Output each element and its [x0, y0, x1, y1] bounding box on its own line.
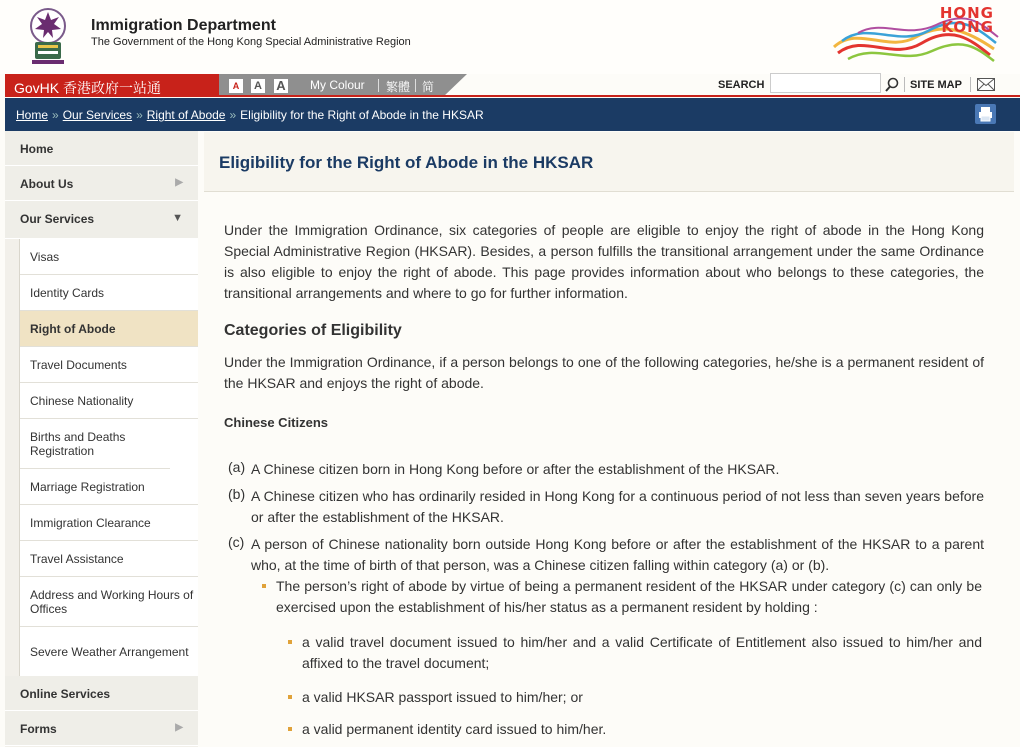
subnav-item-label: Travel Documents [30, 357, 127, 372]
site-map-link[interactable]: SITE MAP [910, 79, 962, 91]
nav-item-label: Forms [20, 722, 57, 736]
subnav-item-immigration-clearance[interactable] [20, 505, 198, 541]
subnav-item-label: Visas [30, 249, 60, 264]
subnav-item-label: Right of Abode [30, 321, 116, 336]
chevron-right-icon: ▶ [175, 722, 183, 733]
subnav-item-label: Marriage Registration [30, 479, 145, 494]
breadcrumb-our-services[interactable]: Our Services [62, 108, 133, 122]
toolbar-divider [415, 79, 416, 92]
font-size-large-button[interactable]: A [274, 79, 288, 93]
breadcrumb-home[interactable]: Home [16, 108, 49, 122]
list-item-marker: (c) [228, 534, 245, 550]
chinese-citizens-heading: Chinese Citizens [224, 415, 329, 430]
list-item-text: A Chinese citizen who has ordinarily resided in Hong Kong for a continuous period of not less than seven years before or after the establishment of the HKSAR. [251, 488, 984, 525]
subnav-item-travel-assistance[interactable] [20, 541, 198, 577]
department-subtitle: The Government of the Hong Kong Special Administrative Region [91, 36, 411, 48]
list-item-text: A Chinese citizen born in Hong Kong before or after the establishment of the HKSAR. [251, 461, 780, 477]
toolbar-divider [904, 77, 905, 92]
search-input[interactable] [770, 73, 881, 93]
nav-item-about-us[interactable] [5, 166, 198, 201]
font-size-small-button[interactable]: A [229, 79, 243, 93]
subnav-item-label: Address and Working Hours of Offices [30, 587, 194, 616]
hksar-emblem-icon[interactable] [26, 4, 70, 66]
bullet-icon [288, 727, 292, 731]
subnav-item-label: Identity Cards [30, 285, 105, 300]
sub-bullet-item: a valid HKSAR passport issued to him/her; or [302, 689, 583, 705]
print-button[interactable] [975, 104, 996, 124]
header-rule [219, 95, 1020, 97]
bullet-icon [288, 640, 292, 644]
printer-icon [975, 104, 996, 124]
breadcrumb-separator: » [229, 108, 237, 122]
subnav-item-marriage-registration[interactable] [20, 469, 198, 505]
toolbar-divider [378, 79, 379, 92]
search-icon[interactable] [883, 76, 901, 94]
nav-item-label: Online Services [20, 687, 111, 701]
subnav-item-address-working-hours[interactable] [20, 577, 198, 627]
subnav-item-identity-cards[interactable] [20, 275, 198, 311]
intro-paragraph: Under the Immigration Ordinance, six categories of people are eligible to enjoy the right of abode in the Hong Kong Special Administrative Region (HKSAR). Besides, a person fulfills the transitional arrangement under the same Ordinance is also eligible to enjoy the right of abode. This page provides information about who belongs to these categories, the transitional arrangements and where to go for further information. [224, 222, 984, 301]
subnav-item-severe-weather[interactable] [20, 627, 198, 677]
breadcrumb [16, 108, 484, 122]
breadcrumb-separator: » [52, 108, 59, 122]
email-icon[interactable] [977, 78, 995, 91]
subnav-item-visas[interactable] [20, 239, 198, 275]
categories-heading: Categories of Eligibility [224, 322, 402, 339]
bullet-icon [288, 695, 292, 699]
subnav-item-label: Chinese Nationality [30, 393, 134, 408]
sidebar-nav [5, 131, 198, 747]
list-item-marker: (a) [228, 459, 246, 475]
subnav-item-chinese-nationality[interactable] [20, 383, 198, 419]
chevron-down-icon: ▼ [172, 212, 183, 224]
nav-item-online-services[interactable] [5, 676, 198, 711]
subnav-item-births-deaths[interactable] [20, 419, 170, 469]
subnav-item-travel-documents[interactable] [20, 347, 198, 383]
nav-item-label: Our Services [20, 212, 95, 226]
nav-item-home[interactable] [5, 131, 198, 166]
breadcrumb-right-of-abode[interactable]: Right of Abode [146, 108, 226, 122]
brand-logo-line2: KONG [941, 18, 994, 36]
categories-intro-paragraph: Under the Immigration Ordinance, if a person belongs to one of the following categories, he/she is a permanent resident of the HKSAR and enjoys the right of abode. [224, 354, 984, 391]
category-c-note: The person’s right of abode by virtue of being a permanent resident of the HKSAR under category (c) can only be exercised upon the establishment of his/her status as a permanent resident by holding : [276, 578, 982, 615]
subnav-item-label: Immigration Clearance [30, 515, 151, 530]
list-item-text: A person of Chinese nationality born outside Hong Kong before or after the establishment of the HKSAR to a parent who, at the time of birth of that person, was a Chinese citizen falling within category (a) or (b). [251, 536, 984, 573]
page-title-box [204, 132, 1014, 192]
traditional-chinese-link[interactable]: 繁體 [386, 80, 411, 94]
chevron-right-icon: ▶ [175, 177, 183, 188]
nav-item-label: About Us [20, 177, 74, 191]
nav-item-forms[interactable] [5, 711, 198, 746]
bullet-icon [262, 584, 266, 588]
breadcrumb-bar [5, 98, 1020, 131]
breadcrumb-current: Eligibility for the Right of Abode in the HKSAR [240, 108, 484, 122]
breadcrumb-separator: » [136, 108, 143, 122]
subnav-item-right-of-abode[interactable] [20, 311, 198, 347]
sub-bullet-item: a valid permanent identity card issued to him/her. [302, 721, 607, 737]
subnav-item-label: Travel Assistance [30, 551, 124, 566]
brand-logo-line1: HONG [939, 4, 994, 22]
nav-item-our-services[interactable] [5, 201, 198, 239]
department-name[interactable]: Immigration Department [91, 17, 276, 34]
site-header [0, 0, 1020, 74]
sub-bullet-item: a valid travel document issued to him/her and a valid Certificate of Entitlement also issued to him/her and affixed to the travel document; [302, 634, 982, 671]
govhk-link[interactable]: GovHK 香港政府一站通 [5, 74, 219, 97]
simplified-chinese-link[interactable]: 简 [422, 80, 435, 94]
subnav-item-label: Births and Deaths Registration [30, 429, 126, 458]
my-colour-link[interactable]: My Colour [310, 78, 365, 92]
main-content [198, 131, 1020, 747]
subnav-item-label: Severe Weather Arrangement [30, 644, 189, 659]
font-size-medium-button[interactable]: A [251, 79, 265, 93]
list-item-marker: (b) [228, 486, 246, 502]
page-title: Eligibility for the Right of Abode in the HKSAR [219, 153, 594, 172]
our-services-subnav [19, 239, 198, 677]
search-label: SEARCH [718, 79, 765, 91]
nav-item-label: Home [20, 142, 54, 156]
accessibility-strip [219, 74, 443, 97]
toolbar-divider [970, 77, 971, 92]
